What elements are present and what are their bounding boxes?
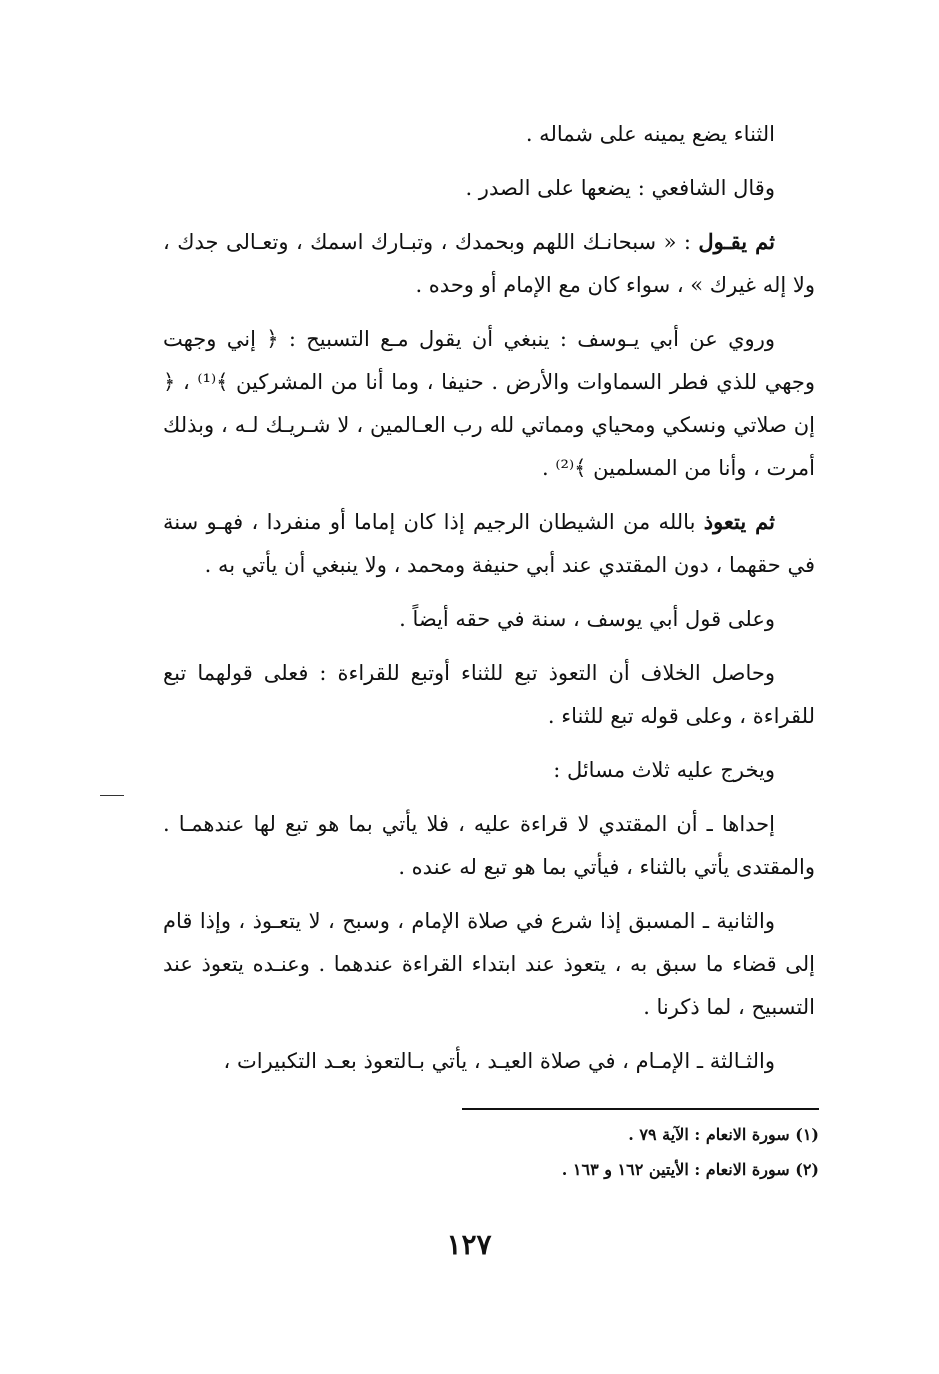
paragraph-7	[163, 651, 815, 738]
paragraph-1	[163, 112, 815, 156]
footnotes	[462, 1117, 819, 1187]
paragraph-2-text: وقال الشافعي : يضعها على الصدر .	[465, 176, 775, 200]
footnote-divider	[462, 1108, 819, 1110]
paragraph-1-text: الثناء يضع يمينه على شماله .	[525, 122, 775, 146]
footnote-1: (١) سورة الانعام : الآية ٧٩ .	[628, 1125, 819, 1144]
paragraph-4-text: وروي عن أبي يـوسف : ينبغي أن يقول مـع التسبيح : ﴿ إني وجهت وجهي للذي فطر السماوات والأرض . حنيفا ، وما أنا من المشركين ﴾⁽¹⁾ ، ﴿ إن صلاتي ونسكي ومحياي ومماتي لله رب العـالمين ، لا شـريـك لـه ، وبذلك أمرت ، وأنا من المسلمين ﴾⁽²⁾ .	[163, 327, 815, 480]
margin-pen-mark	[100, 795, 124, 796]
paragraph-6	[163, 597, 815, 641]
paragraph-11-text: والثـالثة ـ الإمـام ، في صلاة العيـد ، يأتي بـالتعوذ بعـد التكبيرات ،	[223, 1049, 775, 1073]
paragraph-5-text: بالله من الشيطان الرجيم إذا كان إماما أو منفردا ، فهـو سنة في حقهما ، دون المقتدي عند أبي حنيفة ومحمد ، ولا ينبغي أن يأتي به .	[163, 510, 815, 577]
paragraph-2	[163, 166, 815, 210]
paragraph-3-text: : « سبحانـك اللهم وبحمدك ، وتبـارك اسمك ، وتعـالى جدك ، ولا إله غيرك » ، سواء كان مع الإمام أو وحده .	[163, 230, 815, 297]
paragraph-4	[163, 317, 815, 490]
paragraph-8-text: ويخرج عليه ثلاث مسائل :	[553, 758, 775, 782]
paragraph-5-lead: ثم يتعوذ	[703, 509, 775, 534]
paragraph-10	[163, 899, 815, 1029]
paragraph-7-text: وحاصل الخلاف أن التعوذ تبع للثناء أوتبع للقراءة : فعلى قولهما تبع للقراءة ، وعلى قوله تبع للثناء .	[163, 661, 815, 728]
paragraph-9-text: إحداها ـ أن المقتدي لا قراءة عليه ، فلا يأتي بما هو تبع لها عندهمـا . والمقتدى يأتي بالثناء ، فيأتي بما هو تبع له عنده .	[163, 812, 815, 879]
page-number: ١٢٧	[446, 1228, 492, 1261]
paragraph-3-lead: ثم يقـول	[698, 229, 775, 254]
main-text	[163, 112, 815, 1093]
paragraph-9	[163, 802, 815, 889]
paragraph-3	[163, 220, 815, 307]
paragraph-10-text: والثانية ـ المسبق إذا شرع في صلاة الإمام ، وسبح ، لا يتعـوذ ، وإذا قام إلى قضاء ما سبق به ، يتعوذ عند ابتداء القراءة عندهما . وعنـده يتعوذ عند التسبيح ، لما ذكرنا .	[163, 909, 815, 1019]
paragraph-8	[163, 748, 815, 792]
paragraph-6-text: وعلى قول أبي يوسف ، سنة في حقه أيضاً .	[399, 607, 775, 631]
paragraph-11	[163, 1039, 815, 1083]
footnote-2: (٢) سورة الانعام : الأيتين ١٦٢ و ١٦٣ .	[561, 1160, 819, 1179]
paragraph-5	[163, 500, 815, 587]
